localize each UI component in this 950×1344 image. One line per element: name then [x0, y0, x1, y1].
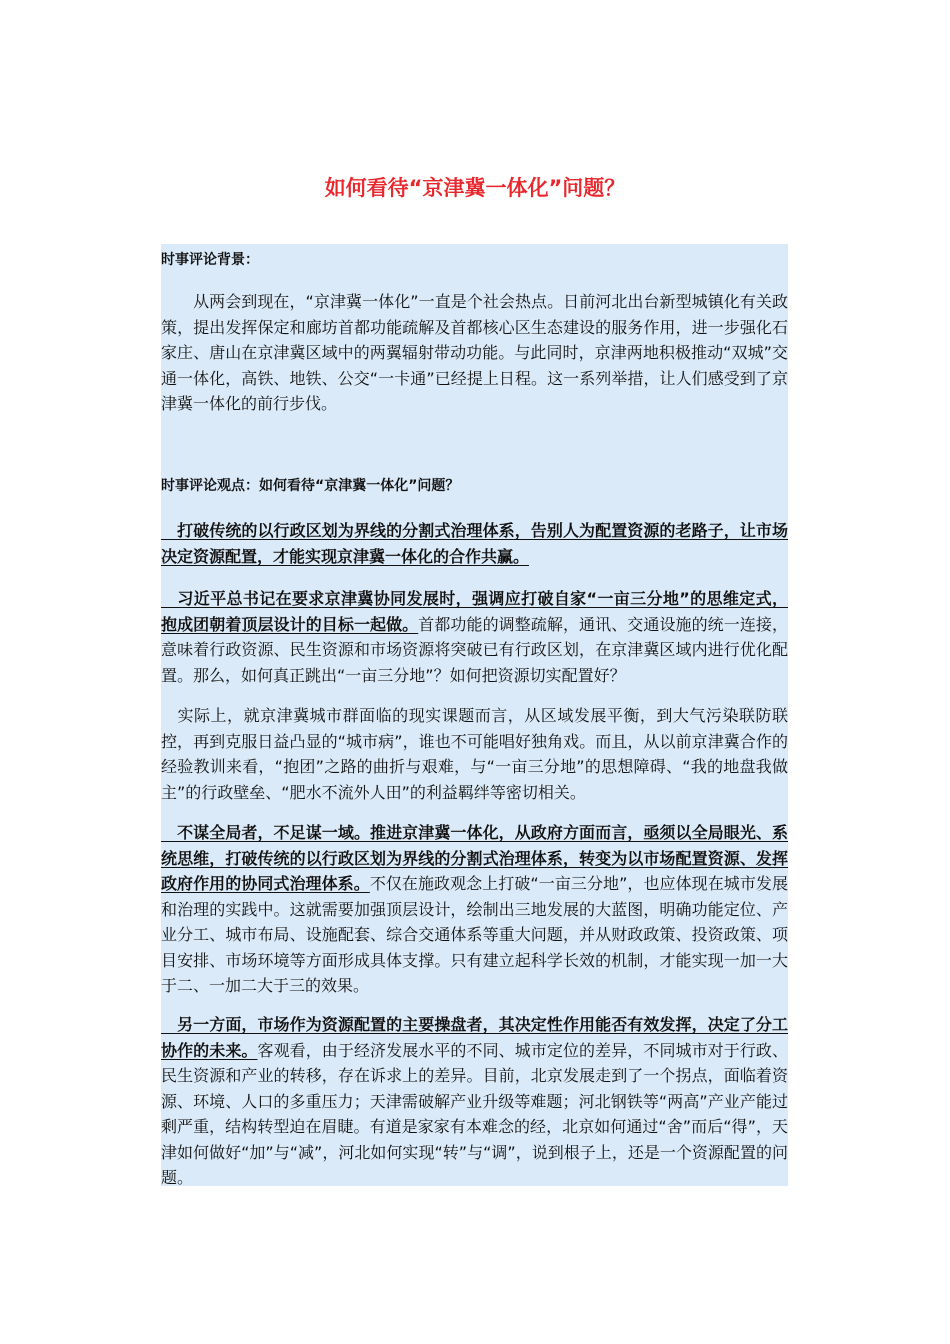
- paragraph-1: [161, 586, 788, 688]
- background-paragraph: 从两会到现在，“京津冀一体化”一直是个社会热点。日前河北出台新型城镇化有关政策，提出发挥保定和廊坊首都功能疏解及首都核心区生态建设的服务作用，进一步强化石家庄、唐山在京津冀区域中的两翼辐射带动功能。与此同时，京津两地积极推动“双城”交通一体化，高铁、地铁、公交“一卡通”已经提上日程。这一系列举措，让人们感受到了京津冀一体化的前行步伐。: [161, 292, 788, 413]
- paragraph-4-text: 客观看，由于经济发展水平的不同、城市定位的差异，不同城市对于行政、民生资源和产业的转移，存在诉求上的差异。目前，北京发展走到了一个拐点，面临着资源、环境、人口的多重压力；天津需破解产业升级等难题；河北钢铁等“两高”产业产能过剩严重，结构转型迫在眉睫。有道是家家有本难念的经，北京如何通过“舍”而后“得”，天津如何做好“加”与“减”，河北如何实现“转”与“调”，说到根子上，还是一个资源配置的问题。: [161, 1040, 788, 1187]
- paragraph-4: [161, 1012, 788, 1191]
- background-heading: 时事评论背景：: [161, 252, 259, 268]
- paragraph-4-bold: 另一方面，市场作为资源配置的主要操盘者，其决定性作用能否有效发挥，决定了分工协作的未来。: [161, 1015, 788, 1060]
- paragraph-3: [161, 820, 788, 999]
- paragraph-1-bold: 习近平总书记在要求京津冀协同发展时，强调应打破自家“一亩三分地”的思维定式，抱成团朝着顶层设计的目标一起做。: [161, 589, 788, 634]
- paragraph-1-text: 首都功能的调整疏解，通讯、交通设施的统一连接，意味着行政资源、民生资源和市场资源将突破已有行政区划，在京津冀区域内进行优化配置。那么，如何真正跳出“一亩三分地”？如何把资源切实配置好？: [161, 614, 788, 685]
- paragraph-2: 实际上，就京津冀城市群面临的现实课题而言，从区域发展平衡，到大气污染联防联控，再到克服日益凸显的“城市病”，谁也不可能唱好独角戏。而且，从以前京津冀合作的经验教训来看，“抱团”之路的曲折与艰难，与“一亩三分地”的思想障碍、“我的地盘我做主”的行政壁垒、“肥水不流外人田”的利益羁绊等密切相关。: [161, 706, 788, 802]
- thesis-paragraph: [161, 518, 788, 569]
- thesis-bold-text: 打破传统的以行政区划为界线的分割式治理体系，告别人为配置资源的老路子，让市场决定资源配置，才能实现京津冀一体化的合作共赢。: [161, 521, 788, 566]
- viewpoint-heading: 时事评论观点：如何看待“京津冀一体化”问题？: [161, 478, 460, 494]
- paragraph-3-bold: 不谋全局者，不足谋一域。推进京津冀一体化，从政府方面而言，亟须以全局眼光、系统思维，打破传统的以行政区划为界线的分割式治理体系，转变为以市场配置资源、发挥政府作用的协同式治理体系。: [161, 823, 788, 893]
- paragraph-3-text: 不仅在施政观念上打破“一亩三分地”，也应体现在城市发展和治理的实践中。这就需要加强顶层设计，绘制出三地发展的大蓝图，明确功能定位、产业分工、城市布局、设施配套、综合交通体系等重大问题，并从财政政策、投资政策、项目安排、市场环境等方面形成具体支撑。只有建立起科学长效的机制，才能实现一加一大于二、一加二大于三的效果。: [161, 874, 788, 995]
- page-title: 如何看待“京津冀一体化”问题？: [324, 176, 626, 200]
